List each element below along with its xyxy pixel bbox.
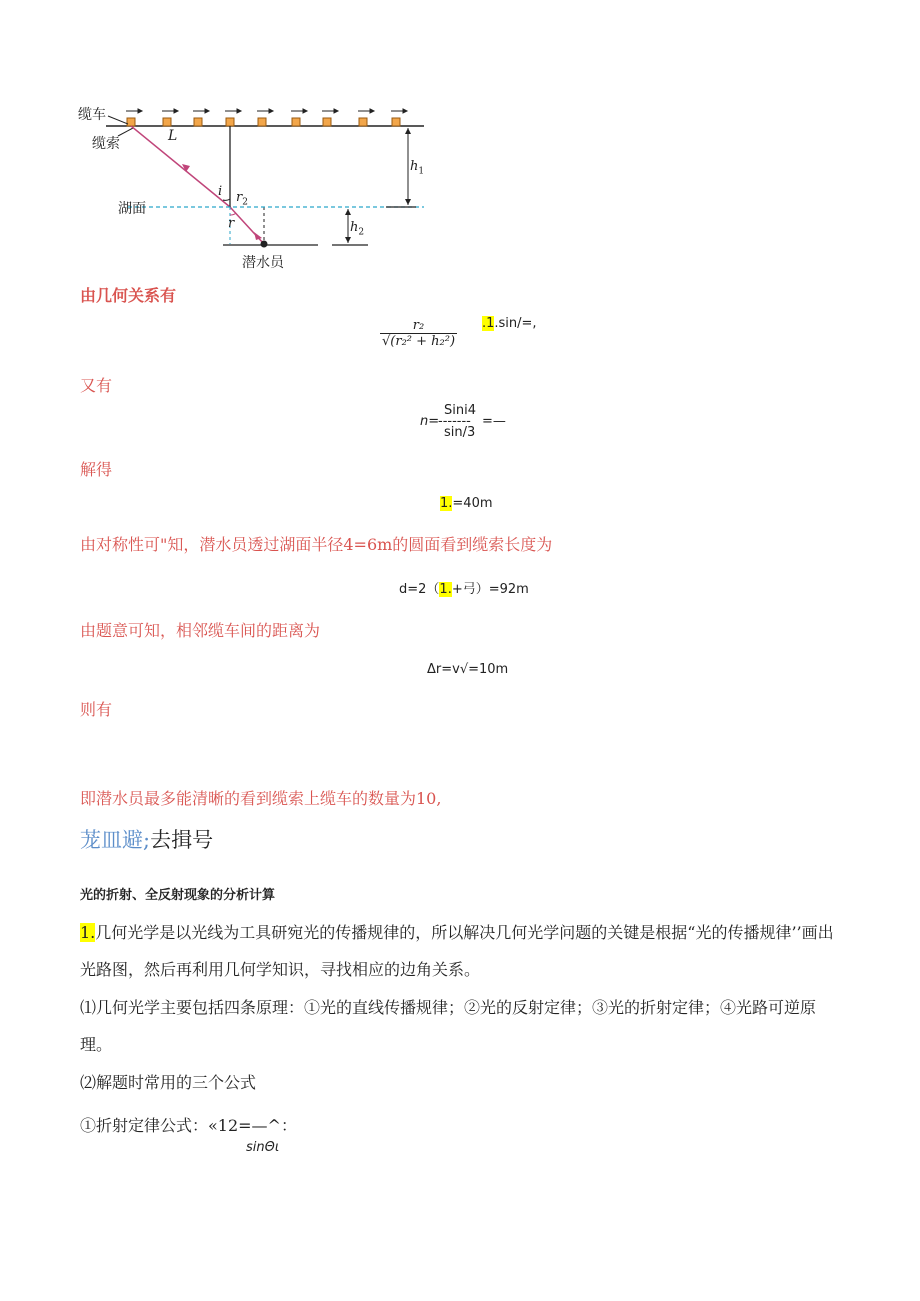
label-r: r xyxy=(228,216,235,231)
label-L: L xyxy=(168,128,178,144)
label-h1: $h_1$ xyxy=(410,159,425,177)
equation-2-denominator: sin/3 xyxy=(444,425,476,440)
label-cable: 缆索 xyxy=(92,136,120,152)
label-r2: $r_2$ xyxy=(236,190,248,208)
equation-1-denominator: √(r₂² + h₂²) xyxy=(382,334,456,349)
equation-2-numerator: Sini4 xyxy=(444,403,476,418)
text-geometric-relation: 由几何关系有 xyxy=(80,286,177,305)
text-symmetry: 由对称性可"知，潜水员透过湖面半径4=6m的圆面看到缆索长度为 xyxy=(80,535,553,554)
section-heading xyxy=(80,824,213,854)
equation-4: d=2（1.+弓）=92m xyxy=(399,582,529,597)
equation-4-highlight: 1. xyxy=(439,582,452,597)
text-solve: 解得 xyxy=(80,460,113,479)
paragraph-2-line-1: ⑴几何光学主要包括四条原理：①光的直线传播规律；②光的反射定律；③光的折射定律；④光路可逆原 xyxy=(80,998,817,1017)
section-subtitle: 光的折射、全反射现象的分析计算 xyxy=(80,888,276,903)
equation-1-highlight: .1 xyxy=(482,316,495,331)
label-cable-car: 缆车 xyxy=(78,107,106,123)
label-lake: 湖面 xyxy=(118,201,146,217)
paragraph-2-line-2: 理。 xyxy=(80,1035,113,1054)
text-also-have: 又有 xyxy=(80,376,113,395)
label-i: i xyxy=(218,184,223,199)
equation-1-numerator: r₂ xyxy=(380,318,457,334)
diagram-svg xyxy=(78,98,438,278)
paragraph-4: ①折射定律公式：«12=—^： xyxy=(80,1116,297,1135)
equation-2-suffix: =— xyxy=(482,414,506,429)
text-conclusion: 即潜水员最多能清晰的看到缆索上缆车的数量为10, xyxy=(80,789,442,808)
section-heading-blue: 茏皿避; xyxy=(80,828,151,852)
optics-diagram xyxy=(78,98,438,278)
equation-3-highlight: 1. xyxy=(440,496,453,511)
text-adjacent-distance: 由题意可知，相邻缆车间的距离为 xyxy=(80,621,321,640)
equation-3: 1.=40m xyxy=(440,496,493,511)
paragraph-1-line-1: 1.几何光学是以光线为工具研宛光的传播规律的，所以解决几何光学问题的关键是根据“光的传播规律’’画出 xyxy=(80,923,834,942)
equation-2-prefix: n= xyxy=(420,414,440,429)
paragraph-3: ⑵解题时常用的三个公式 xyxy=(80,1073,257,1092)
equation-1-side: .1.sin/=, xyxy=(482,316,537,331)
equation-5: Δr=v√=10m xyxy=(427,662,509,677)
section-heading-black: 去揖号 xyxy=(150,828,214,852)
label-diver: 潜水员 xyxy=(242,255,284,271)
equation-2-dashes: ------- xyxy=(438,414,471,429)
label-h2: $h_2$ xyxy=(350,220,365,238)
paragraph-1-line-2: 光路图，然后再利用几何学知识，寻找相应的边角关系。 xyxy=(80,960,481,979)
paragraph-1-highlight: 1. xyxy=(80,923,96,942)
text-then: 则有 xyxy=(80,700,113,719)
equation-1 xyxy=(380,318,457,349)
equation-1-fraction xyxy=(380,318,457,349)
paragraph-4-subscript: sinΘι xyxy=(246,1140,280,1155)
